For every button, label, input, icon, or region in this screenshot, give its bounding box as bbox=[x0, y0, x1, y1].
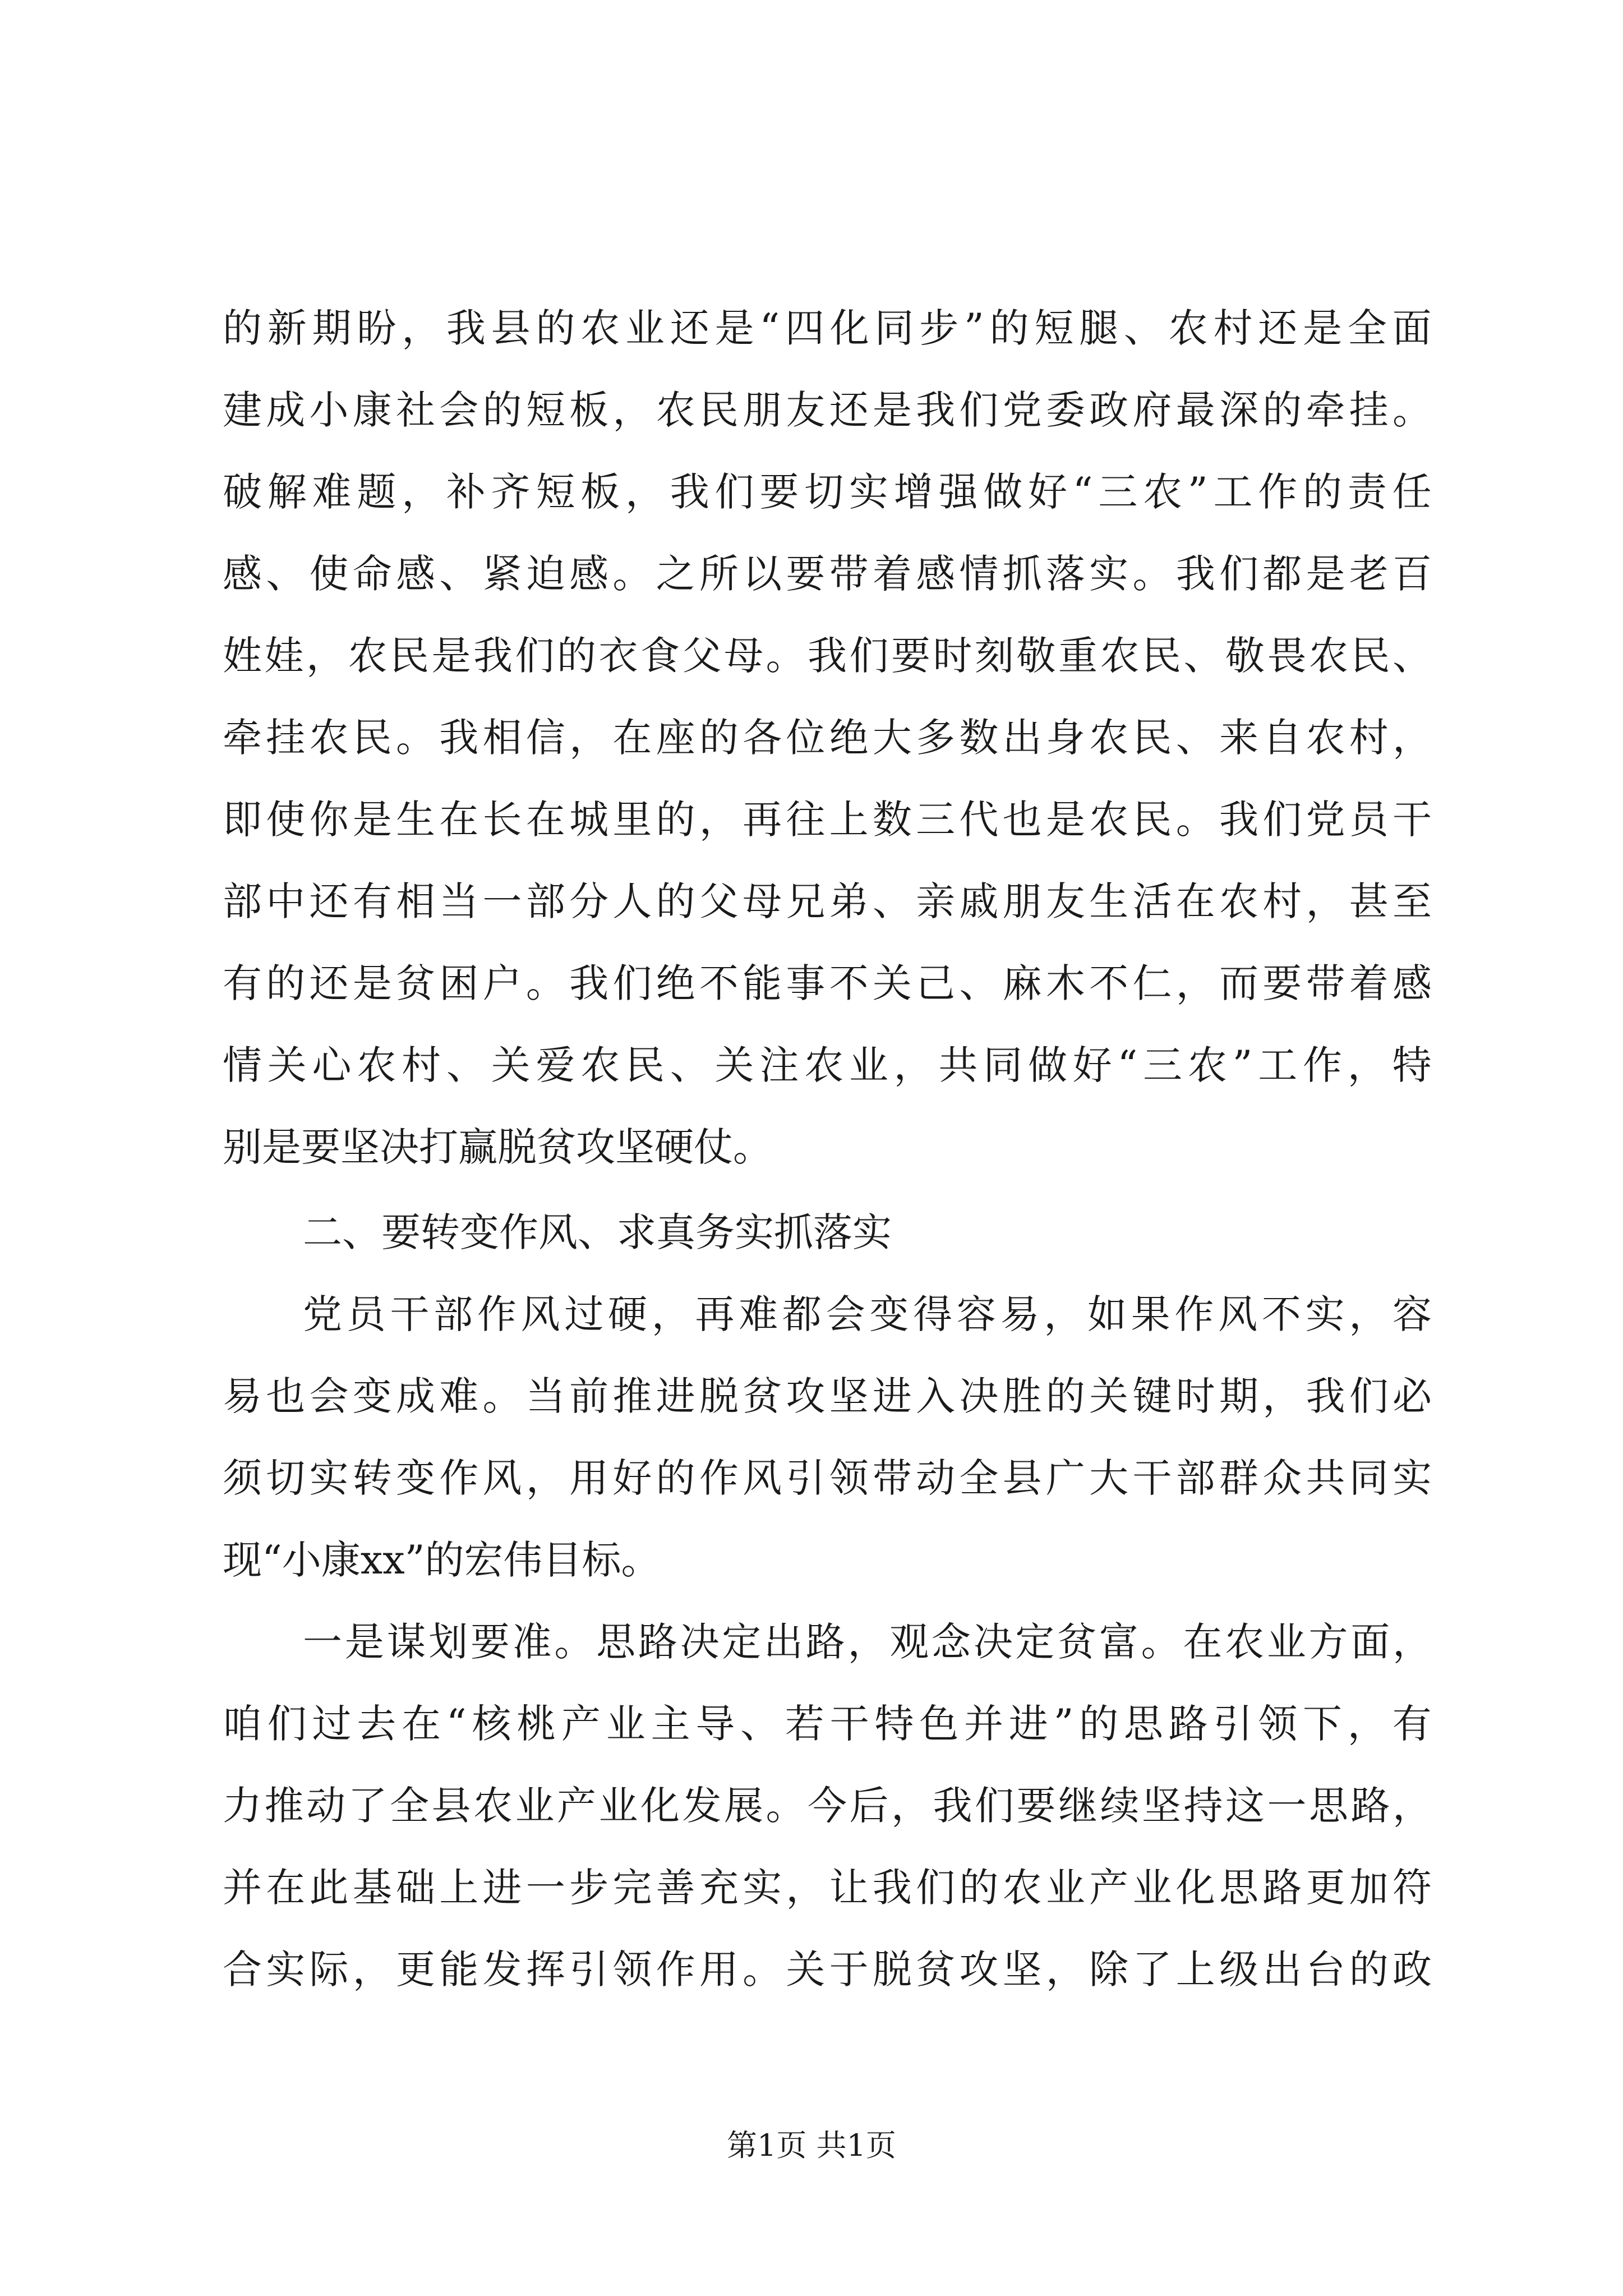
text-line: 现“小康xx”的宏伟目标。 bbox=[223, 1537, 661, 1583]
text-line: 咱们过去在“核桃产业主导、若干特色并进”的思路引领下，有 bbox=[223, 1701, 1437, 1747]
text-line: 合实际，更能发挥引领作用。关于脱贫攻坚，除了上级出台的政 bbox=[223, 1947, 1436, 1993]
text-line: 的新期盼，我县的农业还是“四化同步”的短腿、农村还是全面 bbox=[223, 305, 1437, 351]
text-line: 易也会变成难。当前推进脱贫攻坚进入决胜的关键时期，我们必 bbox=[223, 1373, 1436, 1419]
text-line: 即使你是生在长在城里的，再往上数三代也是农民。我们党员干 bbox=[223, 797, 1436, 843]
text-line: 牵挂农民。我相信，在座的各位绝大多数出身农民、来自农村， bbox=[223, 715, 1436, 761]
text-line: 部中还有相当一部分人的父母兄弟、亲戚朋友生活在农村，甚至 bbox=[223, 878, 1436, 924]
text-line: 破解难题，补齐短板，我们要切实增强做好“三农”工作的责任 bbox=[223, 469, 1437, 515]
text-line: 并在此基础上进一步完善充实，让我们的农业产业化思路更加符 bbox=[223, 1865, 1436, 1911]
text-line: 有的还是贫困户。我们绝不能事不关己、麻木不仁，而要带着感 bbox=[223, 960, 1436, 1006]
text-line: 建成小康社会的短板，农民朋友还是我们党委政府最深的牵挂。 bbox=[223, 387, 1436, 433]
text-line: 须切实转变作风，用好的作风引领带动全县广大干部群众共同实 bbox=[223, 1455, 1436, 1501]
text-line: 情关心农村、关爱农民、关注农业，共同做好“三农”工作，特 bbox=[223, 1042, 1437, 1088]
text-line: 别是要坚决打赢脱贫攻坚硬仗。 bbox=[223, 1124, 772, 1170]
page-footer: 第1页 共1页 bbox=[727, 2128, 896, 2163]
text-line: 感、使命感、紧迫感。之所以要带着感情抓落实。我们都是老百 bbox=[223, 551, 1436, 597]
text-line: 党员干部作风过硬，再难都会变得容易，如果作风不实，容 bbox=[303, 1291, 1436, 1337]
text-line: 力推动了全县农业产业化发展。今后，我们要继续坚持这一思路， bbox=[223, 1783, 1435, 1829]
text-line: 姓娃，农民是我们的衣食父母。我们要时刻敬重农民、敬畏农民、 bbox=[223, 633, 1435, 679]
text-line: 一是谋划要准。思路决定出路，观念决定贫富。在农业方面， bbox=[303, 1619, 1435, 1665]
text-line: 二、要转变作风、求真务实抓落实 bbox=[303, 1209, 892, 1255]
